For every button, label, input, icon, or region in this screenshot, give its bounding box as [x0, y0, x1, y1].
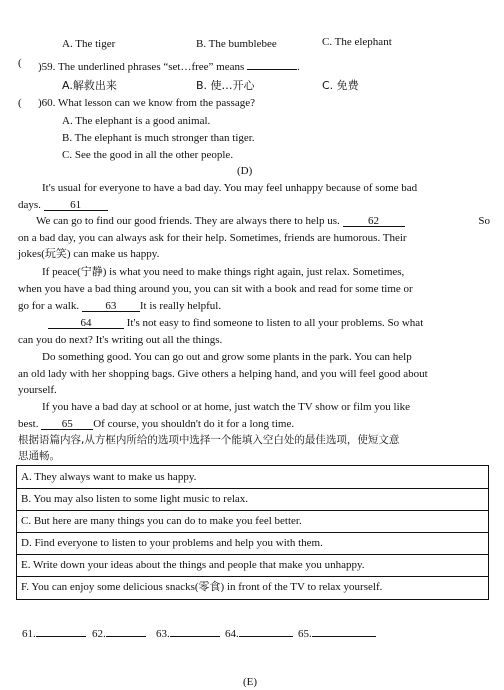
blank-63: 63	[82, 299, 140, 312]
passage-line: If peace(宁静) is what you need to make things right again, just relax. Sometimes,	[42, 266, 405, 278]
passage-line: It's usual for everyone to have a bad day. You may feel unhappy because of some bad	[42, 182, 418, 194]
q59-option-a: A.解救出来	[62, 79, 117, 92]
passage-text: We can go to find our good friends. They are always there to help us.	[36, 215, 340, 227]
passage-line	[18, 417, 490, 432]
blank-62: 62	[343, 214, 405, 227]
q58-option-b: B. The bumblebee	[196, 38, 277, 50]
section-e-heading: (E)	[243, 676, 258, 688]
option-f: F. You can enjoy some delicious snacks(零食) in front of the TV to relax yourself.	[21, 581, 383, 593]
passage-text: best.	[18, 418, 39, 430]
passage-text: It's not easy to find someone to listen to all your problems. So what	[126, 317, 424, 329]
blank-61: 61	[44, 198, 108, 211]
passage-line: yourself.	[18, 384, 57, 396]
passage-text: days.	[18, 199, 41, 211]
passage-text: go for a walk.	[18, 300, 80, 312]
passage-line	[18, 214, 490, 229]
q59-question	[38, 57, 300, 73]
passage-line: an old lady with her shopping bags. Give others a helping hand, and you will feel good about	[18, 368, 428, 380]
answer-blank-64[interactable]	[239, 624, 293, 637]
passage-line	[18, 299, 490, 314]
section-d-heading: (D)	[237, 165, 253, 177]
answer-blank-62[interactable]	[106, 624, 146, 637]
answer-64	[225, 624, 293, 640]
answer-65	[298, 624, 376, 640]
instruction-text: 思通畅。	[18, 450, 60, 462]
instruction-text: 根据语篇内容,从方框内所给的选项中选择一个能填入空白处的最佳选项，使短文意	[18, 434, 400, 446]
answer-blank-63[interactable]	[170, 624, 220, 637]
q60-paren: (	[18, 97, 22, 109]
option-d: D. Find everyone to listen to your problems and help you with them.	[17, 532, 488, 555]
q60-option-c: C. See the good in all the other people.	[62, 149, 234, 161]
option-e: E. Write down your ideas about the things and people that make you unhappy.	[17, 554, 488, 577]
q59-answer-blank[interactable]	[247, 57, 297, 70]
q60-option-a: A. The elephant is a good animal.	[62, 115, 211, 127]
passage-line: can you do next? It's writing out all the things.	[18, 334, 223, 346]
q59-period: .	[297, 61, 300, 73]
option-a: A. They always want to make us happy.	[17, 466, 488, 489]
passage-line: on a bad day, you can always ask for their help. Sometimes, friends are humorous. Their	[18, 232, 407, 244]
q60-option-b: B. The elephant is much stronger than tiger.	[62, 132, 255, 144]
passage-line	[18, 198, 490, 213]
answer-62	[92, 624, 146, 640]
passage-line: when you have a bad thing around you, you can sit with a book and read for some time or	[18, 283, 413, 295]
answer-63	[156, 624, 220, 640]
passage-line: Do something good. You can go out and grow some plants in the park. You can help	[42, 351, 412, 363]
q59-paren: (	[18, 57, 22, 69]
q59-option-b: B. 使…开心	[196, 79, 255, 92]
q60-stem: )60. What lesson can we know from the passage?	[38, 97, 255, 109]
answer-61	[22, 624, 86, 640]
options-box	[16, 465, 489, 600]
passage-line: jokes(玩笑) can make us happy.	[18, 248, 160, 260]
blank-65: 65	[41, 417, 93, 430]
answer-blank-65[interactable]	[312, 624, 376, 637]
option-c: C. But here are many things you can do to make you feel better.	[17, 510, 488, 533]
q58-option-c: C. The elephant	[322, 36, 392, 48]
answer-label: 63.	[156, 628, 170, 640]
answer-label: 65.	[298, 628, 312, 640]
passage-text: It is really helpful.	[139, 300, 222, 312]
answer-blank-61[interactable]	[36, 624, 86, 637]
answer-label: 61.	[22, 628, 36, 640]
passage-line	[18, 316, 490, 331]
q59-stem: )59. The underlined phrases “set…free” means	[38, 61, 245, 73]
answer-label: 64.	[225, 628, 239, 640]
answer-label: 62.	[92, 628, 106, 640]
q59-option-c: C. 免费	[322, 79, 359, 92]
passage-text: Of course, you shouldn't do it for a long time.	[93, 418, 295, 430]
blank-64: 64	[48, 316, 124, 329]
passage-text: So	[478, 215, 490, 227]
option-b: B. You may also listen to some light music to relax.	[17, 488, 488, 511]
q58-option-a: A. The tiger	[62, 38, 116, 50]
passage-line: If you have a bad day at school or at home, just watch the TV show or film you like	[42, 401, 411, 413]
